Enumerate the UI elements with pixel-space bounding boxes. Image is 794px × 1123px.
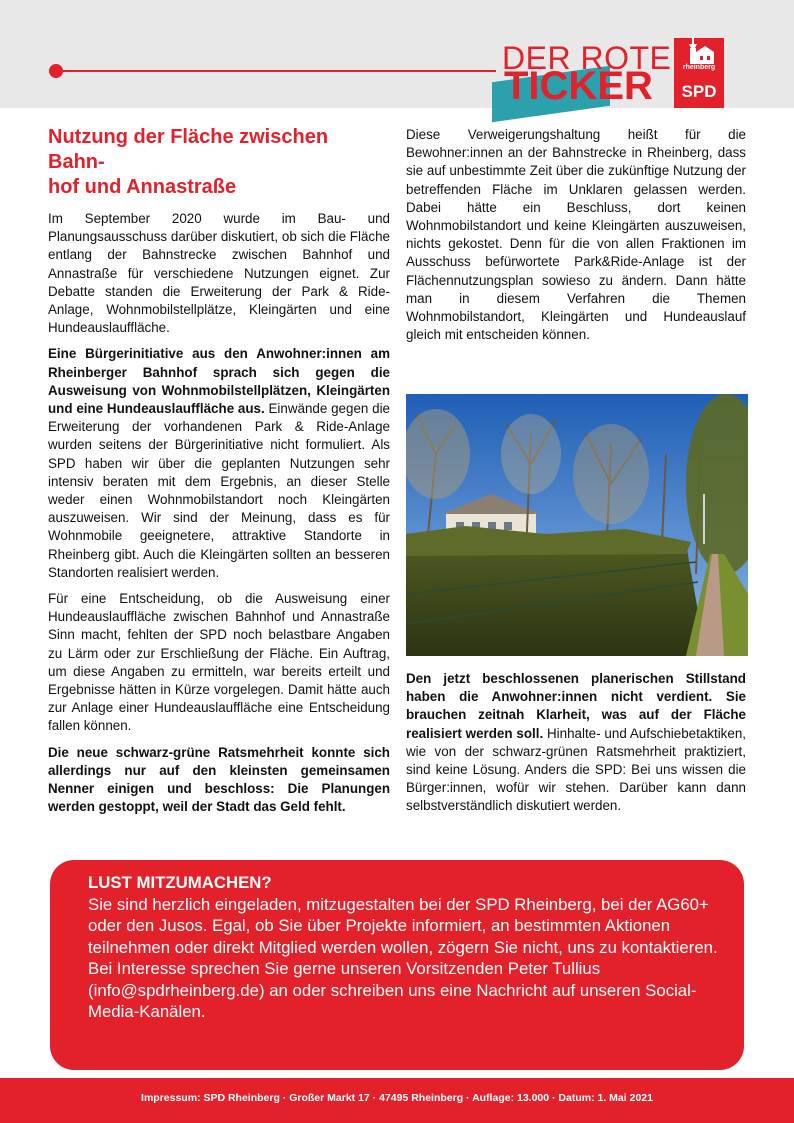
footer-imprint: Impressum: SPD Rheinberg · Großer Markt 17 · 47495 Rheinberg · Auflage: 13.000 · Datum: 1. Mai 2021 — [141, 1092, 653, 1104]
callout-text — [88, 872, 728, 1023]
railway-area-photo — [406, 394, 748, 656]
callout-paragraph-2: Bei Interesse sprechen Sie gerne unseren Vorsitzenden Peter Tullius (info@spdrheinberg.de) an oder schreiben uns eine Nachricht auf unseren Social-Media-Kanälen. — [88, 959, 697, 1021]
footer-band — [0, 1078, 794, 1123]
paragraph-4-bold: Die neue schwarz-grüne Ratsmehrheit konnte sich allerdings nur auf den kleinsten gemeinsamen Nenner einigen und beschloss: Die Planungen werden gestoppt, weil der Stadt das Geld fehlt. — [48, 744, 390, 815]
article-right-column-bottom — [406, 670, 746, 824]
spd-logo-town: rheinberg — [682, 64, 716, 71]
paragraph-6-rest: Hinhalte- und Aufschiebetaktiken, wie von der schwarz-grünen Ratsmehrheit praktiziert, sind keine Lösung. Anders die SPD: Bei uns wissen die Bürger:innen, wofür wir stehen. Darüber kann dann selbstverständlich diskutiert werden. — [406, 725, 746, 814]
article-left-column — [48, 125, 390, 825]
paragraph-6-bold: Den jetzt beschlossenen planerischen Stillstand haben die Anwohner:innen nicht verdient. Sie brauchen zeitnah Klarheit, was auf der Fläche realisiert werden soll. — [406, 671, 746, 741]
paragraph-5: Diese Verweigerungshaltung heißt für die Bewohner:innen an der Bahnstrecke in Rheinberg, dass sie auf unbestimmte Zeit über die zukünftige Nutzung der betreffenden Fläche im Unklaren gelassen werden. Dabei hätte ein Beschluss, dort keinen Wohnmobilstandort und keine Kleingärten auszuweisen, nichts gekostet. Denn für die von allen Fraktionen im Ausschuss befürwortete Park&Ride-Anlage ist der Flächennutzungsplan sowieso zu ändern. Dann hätte man in diesem Verfahren die Themen Wohnmobilstandort, Kleingärten und Hundeauslauf gleich mit entscheiden können. — [406, 127, 746, 343]
paragraph-2-rest: Einwände gegen die Erweiterung der vorhandenen Park & Ride-Anlage wurden seitens der Bürgerinitiative nicht formuliert. Als SPD haben wir über die geplanten Nutzungen sehr intensiv beraten mit dem Ergebnis, an dieser Stelle weder einen Wohnmobilstandort noch Kleingärten auszuweisen. Wir sind der Meinung, dass es für Wohnmobile geeignetere, attraktive Standorte in Rheinberg gibt. Auch die Kleingärten sollten an besseren Standorten realisiert werden. — [48, 401, 390, 580]
article-right-column-top — [406, 126, 746, 352]
logo-line-2: TICKER — [504, 64, 653, 108]
paragraph-4 — [48, 744, 390, 817]
paragraph-2 — [48, 345, 390, 582]
headline-line-2: hof und Annastraße — [48, 176, 237, 198]
logo-line-1: DER ROTE — [502, 40, 672, 76]
callout-title: LUST MITZUMACHEN? — [88, 873, 272, 892]
paragraph-6 — [406, 670, 746, 816]
callout-box — [50, 860, 744, 1070]
header-rule — [56, 70, 496, 72]
callout-paragraph-1: Sie sind herzlich eingeladen, mitzugestalten bei der SPD Rheinberg, bei der AG60+ oder den Jusos. Egal, ob Sie über Projekte informiert, an bestimmten Aktionen teilnehmen oder direkt Mitglied werden wollen, zögern Sie nicht, uns zu kontaktieren. — [88, 894, 718, 957]
headline-line-1: Nutzung der Fläche zwischen Bahn- — [48, 126, 329, 173]
spd-logo — [674, 38, 724, 108]
paragraph-2-bold: Eine Bürgerinitiative aus den Anwohner:innen am Rheinberger Bahnhof sprach sich gegen die Ausweisung von Wohnmobilstellplätzen, Kleingärten und eine Hundeauslauffläche aus. — [48, 346, 390, 417]
article-photo — [406, 394, 748, 656]
header-dot — [49, 64, 63, 78]
spd-logo-text: SPD — [681, 82, 717, 101]
article-headline — [48, 125, 390, 200]
paragraph-1: Im September 2020 wurde im Bau- und Planungsausschuss darüber diskutiert, ob sich die Fläche entlang der Bahnstrecke zwischen Bahnhof und Annastraße für verschiedene Nutzungen eignet. Zur Debatte standen die Erweiterung der Park & Ride-Anlage, Wohnmobilstellplätze, Kleingärten und eine Hundeauslauffläche. — [48, 211, 390, 336]
paragraph-3: Für eine Entscheidung, ob die Ausweisung einer Hundeauslauffläche zwischen Bahnhof und Annastraße Sinn macht, fehlten der SPD noch belastbare Angaben zu Lärm oder zur Erschließung der Fläche. Ein Auftrag, um diese Angaben zu ermitteln, war bereits erteilt und Ergebnisse hätten in Kürze vorgelegen. Damit hätte auch zur Anlage einer Hundeauslauffläche eine Entscheidung fallen können. — [48, 591, 390, 734]
